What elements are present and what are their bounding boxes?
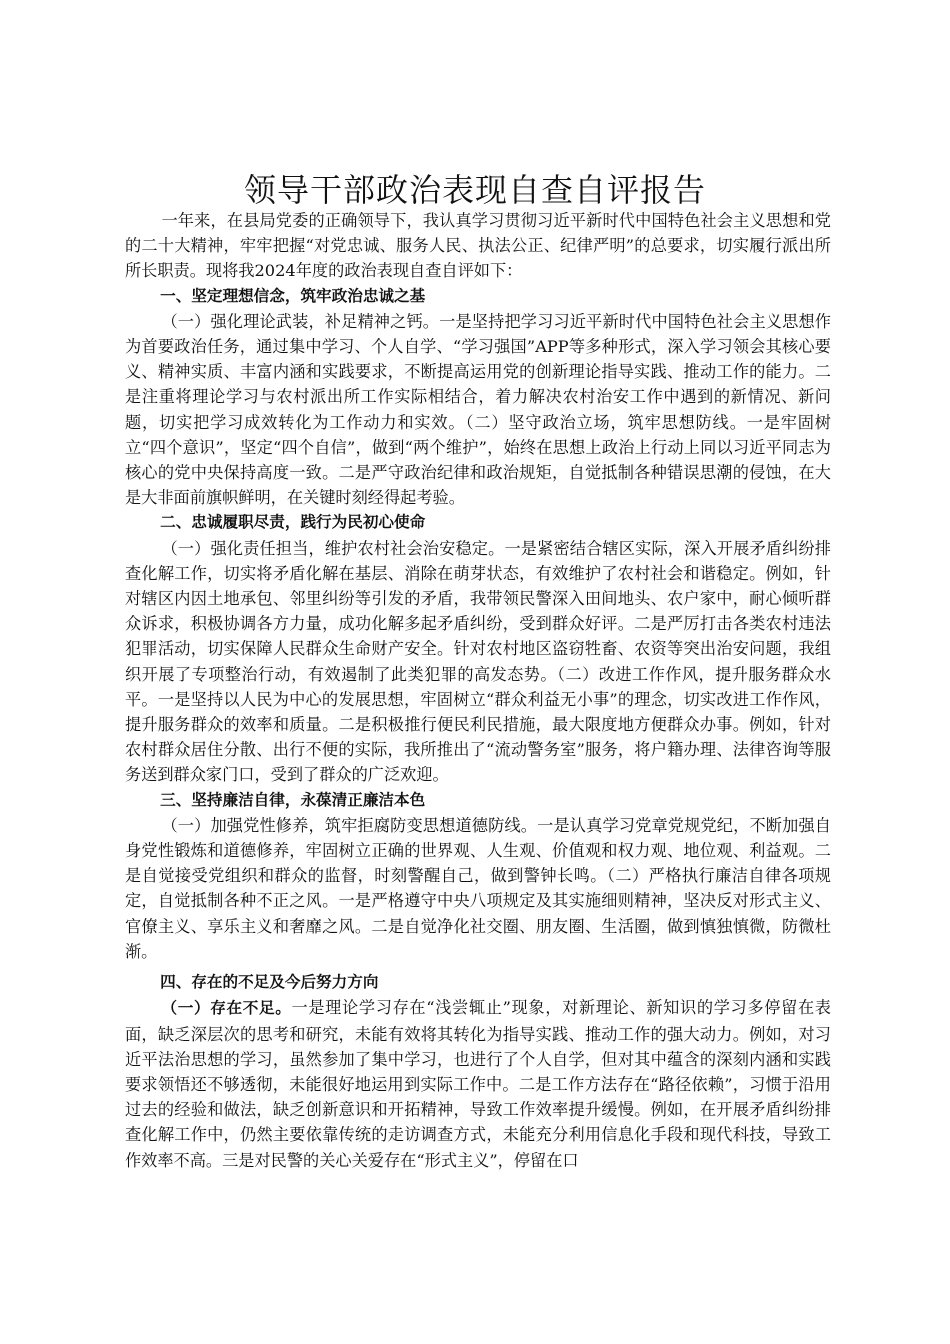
section-paragraph-1: （一）强化理论武装，补足精神之钙。一是坚持把学习习近平新时代中国特色社会主义思想作为首要政治任务，通过集中学习、个人自学、“学习强国”APP等多种形式，深入学习领会其核心要义、精神实质、丰富内涵和实践要求，不断提高运用党的创新理论指导实践、推动工作的能力。二是注重将理论学习与农村派出所工作实际相结合，着力解决农村治安工作中遇到的新情况、新问题，切实把学习成效转化为工作动力和实效。（二）坚守政治立场，筑牢思想防线。一是牢固树立“四个意识”，坚定“四个自信”，做到“两个维护”，始终在思想上政治上行动上同以习近平同志为核心的党中央保持高度一致。二是严守政治纪律和政治规矩，自觉抵制各种错误思潮的侵蚀，在大是大非面前旗帜鲜明，在关键时刻经得起考验。 [125,311,831,508]
section-paragraph-4 [125,995,831,1172]
document-body [125,208,831,1173]
intro-paragraph: 一年来，在县局党委的正确领导下，我认真学习贯彻习近平新时代中国特色社会主义思想和党的二十大精神，牢牢把握“对党忠诚、服务人民、执法公正、纪律严明”的总要求，切实履行派出所所长职责。现将我2024年度的政治表现自查自评如下： [125,211,831,281]
document-title: 领导干部政治表现自查自评报告 [243,171,706,209]
section-heading-4: 四、存在的不足及今后努力方向 [160,973,379,992]
section-paragraph-3: （一）加强党性修养，筑牢拒腐防变思想道德防线。一是认真学习党章党规党纪，不断加强自身党性锻炼和道德修养，牢固树立正确的世界观、人生观、价值观和权力观、地位观、利益观。二是自觉接受党组织和群众的监督，时刻警醒自己，做到警钟长鸣。（二）严格执行廉洁自律各项规定，自觉抵制各种不正之风。一是严格遵守中央八项规定及其实施细则精神，坚决反对形式主义、官僚主义、享乐主义和奢靡之风。二是自觉净化社交圈、朋友圈、生活圈，做到慎独慎微，防微杜渐。 [125,815,831,961]
section-heading-3: 三、坚持廉洁自律，永葆清正廉洁本色 [160,790,426,809]
section-paragraph-4-text: 一是理论学习存在“浅尝辄止”现象，对新理论、新知识的学习多停留在表面，缺乏深层次的思考和研究，未能有效将其转化为指导实践、推动工作的强大动力。例如，对习近平法治思想的学习，虽然参加了集中学习，也进行了个人自学，但对其中蕴含的深刻内涵和实践要求领悟还不够透彻，未能很好地运用到实际工作中。二是工作方法存在“路径依赖”，习惯于沿用过去的经验和做法，缺乏创新意识和开拓精神，导致工作效率提升缓慢。例如，在开展矛盾纠纷排查化解工作中，仍然主要依靠传统的走访调查方式，未能充分利用信息化手段和现代科技，导致工作效率不高。三是对民警的关心关爱存在“形式主义”，停留在口 [125,998,831,1170]
subsection-lead: （一）存在不足。 [161,999,292,1018]
section-heading-1: 一、坚定理想信念，筑牢政治忠诚之基 [160,286,426,305]
section-heading-2: 二、忠诚履职尽责，践行为民初心使命 [160,513,426,532]
section-paragraph-2: （一）强化责任担当，维护农村社会治安稳定。一是紧密结合辖区实际，深入开展矛盾纠纷排查化解工作，切实将矛盾化解在基层、消除在萌芽状态，有效维护了农村社会和谐稳定。例如，针对辖区内因土地承包、邻里纠纷等引发的矛盾，我带领民警深入田间地头、农户家中，耐心倾听群众诉求，积极协调各方力量，成功化解多起矛盾纠纷，受到群众好评。二是严厉打击各类农村违法犯罪活动，切实保障人民群众生命财产安全。针对农村地区盗窃牲畜、农资等突出治安问题，我组织开展了专项整治行动，有效遏制了此类犯罪的高发态势。（二）改进工作作风，提升服务群众水平。一是坚持以人民为中心的发展思想，牢固树立“群众利益无小事”的理念，切实改进工作作风，提升服务群众的效率和质量。二是积极推行便民利民措施，最大限度地方便群众办事。例如，针对农村群众居住分散、出行不便的实际，我所推出了“流动警务室”服务，将户籍办理、法律咨询等服务送到群众家门口，受到了群众的广泛欢迎。 [125,538,831,785]
